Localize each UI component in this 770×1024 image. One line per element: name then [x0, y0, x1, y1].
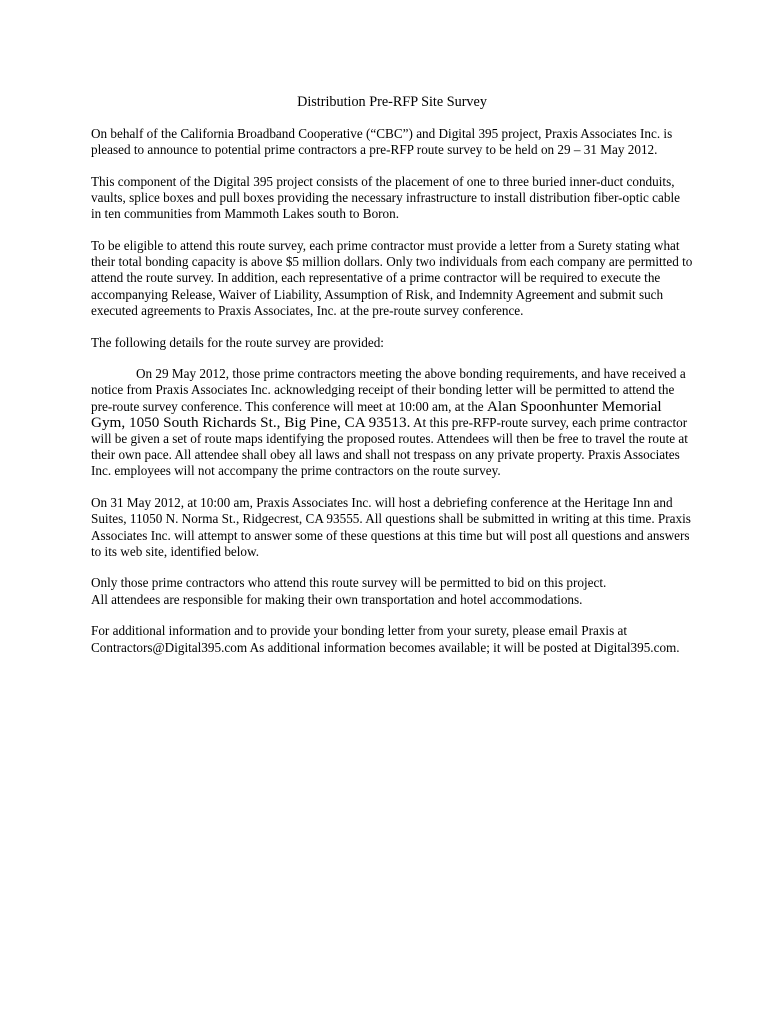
survey-day-text-b: At this pre-RFP-route survey, each prime contractor will be given a set of route maps identifying the proposed routes. Attendees will then be free to travel the route at their own pace. All attendee shall obey all laws and shall not trespass on any private property. Praxis Associates Inc. employees will not accompany the prime contractors on the route survey.: [91, 414, 688, 479]
document-body: [91, 93, 693, 656]
page-title: Distribution Pre-RFP Site Survey: [297, 94, 487, 110]
venue-address: Alan Spoonhunter Memorial Gym, 1050 South Richards St., Big Pine, CA 93513.: [91, 397, 662, 431]
bidding-notice-line-2: All attendees are responsible for making their own transportation and hotel accommodations.: [91, 591, 583, 607]
survey-day-text-a: On 29 May 2012, those prime contractors meeting the above bonding requirements, and have received a notice from Praxis Associates Inc. acknowledging receipt of their bonding letter will be permitted to attend the pre-route survey conference. This conference will meet at 10:00 am, at the: [91, 366, 686, 414]
survey-day-paragraph: [91, 366, 693, 479]
contact-paragraph: For additional information and to provide your bonding letter from your surety, please email Praxis at Contractors@Digital395.com As additional information becomes available; it will be posted at Digital395.com.: [91, 623, 680, 655]
intro-paragraph: On behalf of the California Broadband Cooperative (“CBC”) and Digital 395 project, Praxis Associates Inc. is pleased to announce to potential prime contractors a pre-RFP route survey to be held on 29 – 31 May 2012.: [91, 126, 673, 158]
debrief-paragraph: On 31 May 2012, at 10:00 am, Praxis Associates Inc. will host a debriefing conference at the Heritage Inn and Suites, 11050 N. Norma St., Ridgecrest, CA 93555. All questions shall be submitted in writing at this time. Praxis Associates Inc. will attempt to answer some of these questions at this time but will post all questions and answers to its web site, identified below.: [91, 495, 691, 559]
bidding-notice-line-1: Only those prime contractors who attend this route survey will be permitted to bid on this project.: [91, 575, 607, 591]
details-lead-paragraph: The following details for the route survey are provided:: [91, 334, 384, 350]
bidding-notice: [91, 575, 693, 607]
scope-paragraph: This component of the Digital 395 project consists of the placement of one to three buried inner-duct conduits, vaults, splice boxes and pull boxes providing the necessary infrastructure to install distribution fiber-optic cable in ten communities from Mammoth Lakes south to Boron.: [91, 173, 680, 222]
eligibility-paragraph: To be eligible to attend this route survey, each prime contractor must provide a letter from a Surety stating what their total bonding capacity is above $5 million dollars. Only two individuals from each company are permitted to attend the route survey. In addition, each representative of a prime contractor will be required to execute the accompanying Release, Waiver of Liability, Assumption of Risk, and Indemnity Agreement and submit such executed agreements to Praxis Associates, Inc. at the pre-route survey conference.: [91, 238, 693, 318]
